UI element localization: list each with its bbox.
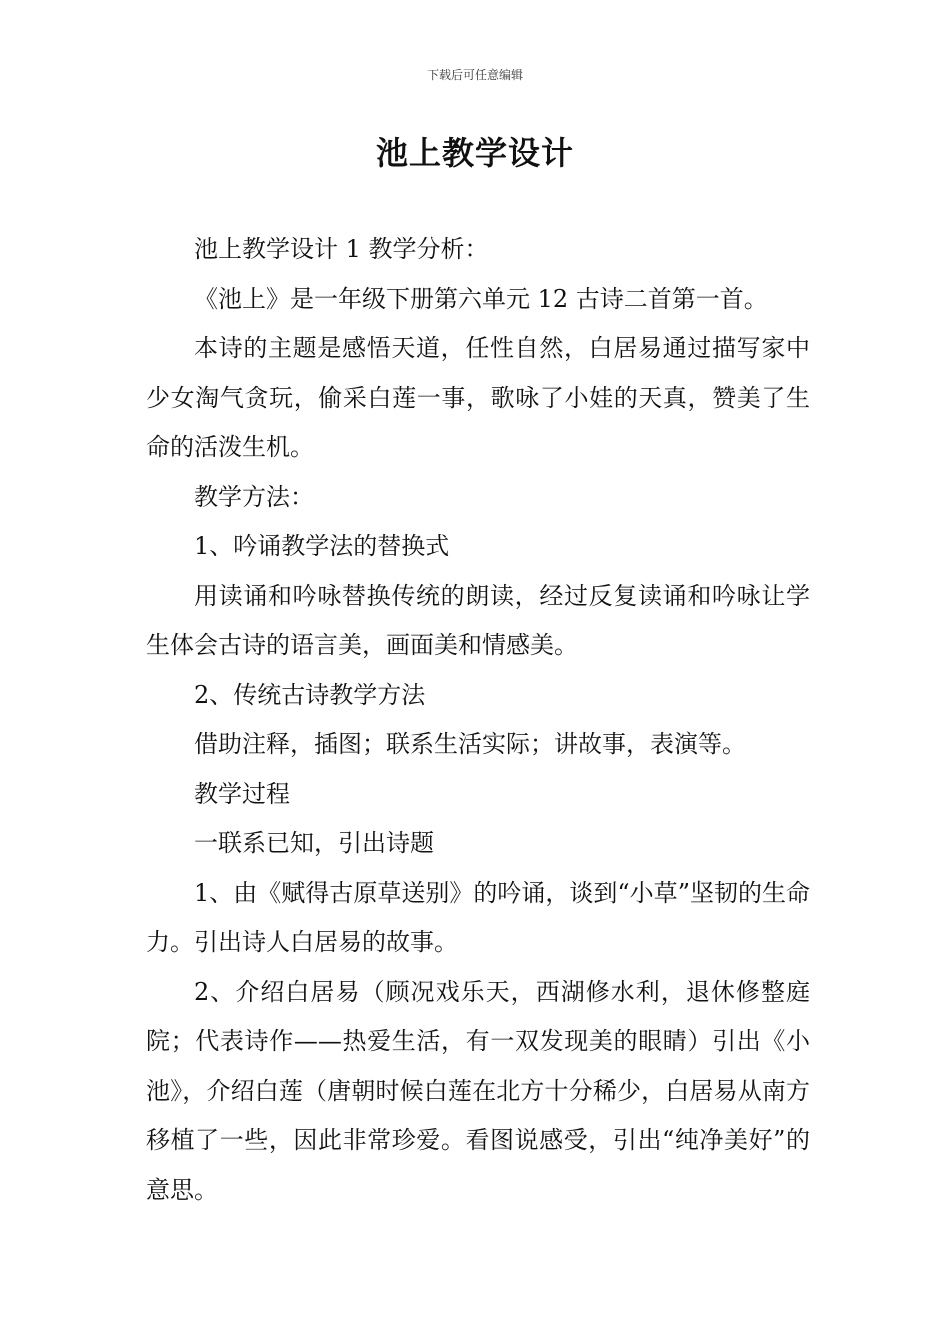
paragraph: 用读诵和吟咏替换传统的朗读，经过反复读诵和吟咏让学生体会古诗的语言美，画面美和情感美。 <box>146 581 810 659</box>
document-body <box>146 225 810 1215</box>
paragraph: 借助注释，插图；联系生活实际；讲故事，表演等。 <box>194 730 746 758</box>
paragraph: 池上教学设计 1 教学分析： <box>194 235 489 263</box>
paragraph: 1、由《赋得古原草送别》的吟诵，谈到“小草”坚韧的生命力。引出诗人白居易的故事。 <box>146 878 810 956</box>
paragraph: 2、介绍白居易（顾况戏乐天，西湖修水利，退休修整庭院；代表诗作——热爱生活，有一双发现美的眼睛）引出《小池》，介绍白莲（唐朝时候白莲在北方十分稀少，白居易从南方移植了一些，因此非常珍爱。看图说感受，引出“纯净美好”的意思。 <box>146 977 810 1204</box>
paragraph: 本诗的主题是感悟天道，任性自然，白居易通过描写家中少女淘气贪玩，偷采白莲一事，歌咏了小娃的天真，赞美了生命的活泼生机。 <box>146 334 810 461</box>
page-header-note: 下载后可任意编辑 <box>426 68 523 82</box>
paragraph: 2、传统古诗教学方法 <box>194 680 426 709</box>
paragraph: 《池上》是一年级下册第六单元 12 古诗二首第一首。 <box>194 284 768 313</box>
paragraph: 教学过程 <box>194 779 290 808</box>
document-title: 池上教学设计 <box>375 134 574 172</box>
paragraph: 一联系已知，引出诗题 <box>194 829 434 857</box>
paragraph: 教学方法： <box>194 482 314 511</box>
paragraph: 1、吟诵教学法的替换式 <box>194 532 450 560</box>
